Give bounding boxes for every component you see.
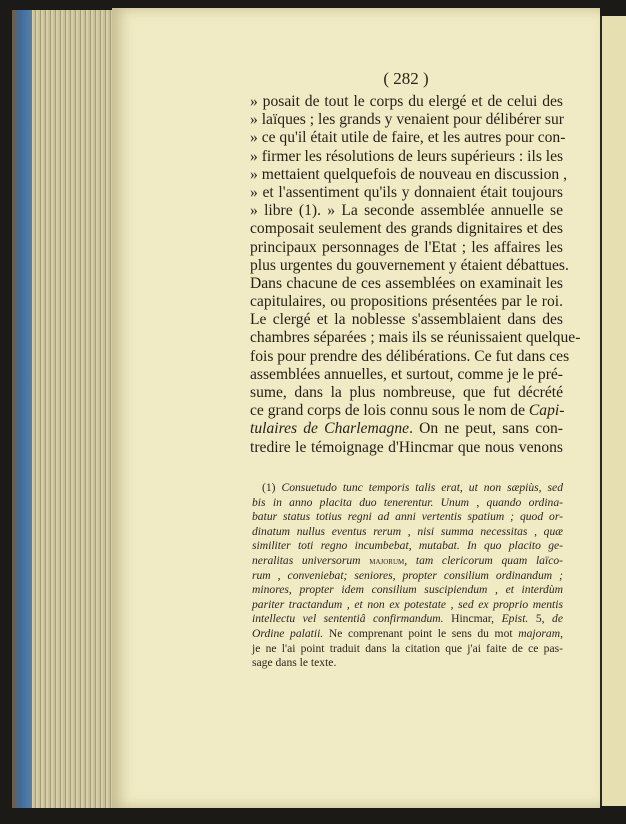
footnote-line <box>252 554 563 569</box>
footnote-line <box>252 481 563 496</box>
body-line: tredire le témoignage d'Hincmar que nous venons <box>250 438 563 456</box>
body-line: Dans chacune de ces assemblées on examinait les <box>250 274 563 292</box>
footnote-segment: pariter tractandum , et non ex potestate , sed ex proprio mentis <box>252 597 563 611</box>
footnote-line <box>252 612 563 627</box>
footnote-segment: majoram <box>518 626 561 640</box>
body-text <box>250 93 581 457</box>
footnote-segment: , <box>560 626 563 640</box>
book-cover-edge <box>12 10 32 808</box>
footnote-segment: , tam clericorum quam laïco- <box>404 553 563 567</box>
body-line: » et l'assentiment qu'ils y donnaient était toujours <box>250 183 563 201</box>
body-line: » firmer les résolutions de leurs supérieurs : ils les <box>250 147 564 165</box>
footnote-line <box>252 583 563 598</box>
page-number: ( 282 ) <box>383 69 429 88</box>
body-line: » libre (1). » La seconde assemblée annuelle se <box>250 202 563 220</box>
footnote-segment: Consuetudo tunc temporis talis erat, ut non sæpiùs, sed <box>281 481 563 494</box>
body-line: » posait de tout le corps du elergé et de celui des <box>250 93 563 110</box>
footnote-segment: bis in anno placita duo tenerentur. Unum , quando ordina- <box>252 495 563 509</box>
footnote-line <box>252 539 563 554</box>
body-line: fois pour prendre des délibérations. Ce fut dans ces <box>250 347 570 365</box>
body-line: plus urgentes du gouvernement y étaient débattues. <box>250 256 569 274</box>
footnote-line <box>252 569 563 584</box>
footnote-segment: Epist. <box>501 612 529 626</box>
footnote-segment: batur status totius regni ad anni vertentis spatium ; quod or- <box>252 510 563 524</box>
footnote-line <box>252 510 563 525</box>
footnote-segment: minores, propter idem consilium suscipiendum , et interdùm <box>252 583 563 597</box>
footnote <box>252 481 563 671</box>
footnote-segment: je ne l'ai point traduit dans la citation que j'ai faite de ce pas- <box>252 641 563 655</box>
footnote-line <box>252 627 563 642</box>
body-line: capitulaires, ou propositions présentées par le roi. <box>250 293 563 311</box>
body-line: composait seulement des grands dignitaires et des <box>250 220 563 238</box>
footnote-line <box>252 656 563 671</box>
body-line: » laïques ; les grands y venaient pour délibérer sur <box>250 111 564 129</box>
footnote-segment: de <box>552 612 563 626</box>
footnote-line <box>252 598 563 613</box>
footnote-segment: similiter toti regno incumbebat, mutabat. In quo placito ge- <box>252 539 563 553</box>
footnote-line <box>252 642 563 657</box>
footnote-segment: dinatum nullus eventus rerum , nisi summa necessitas , quæ <box>252 524 563 538</box>
footnote-line <box>252 496 563 511</box>
body-line: tulaires de Charlemagne. On ne peut, sans con- <box>250 420 563 438</box>
body-line: Le clergé et la noblesse s'assemblaient dans des <box>250 311 563 329</box>
footnote-segment: majorum <box>369 555 405 567</box>
footnote-segment: sage dans le texte. <box>252 656 337 670</box>
footnote-segment: intellectu vel sententiâ confirmandum. <box>252 612 444 626</box>
footnote-segment: (1) <box>262 481 282 494</box>
body-line: ce grand corps de lois connu sous le nom de Capi- <box>250 402 565 420</box>
body-line: principaux personnages de l'Etat ; les affaires les <box>250 238 563 256</box>
facing-page-edge <box>600 16 626 806</box>
body-line: » ce qu'il était utile de faire, et les autres pour con- <box>250 129 566 147</box>
body-line: assemblées annuelles, et surtout, comme je le pré- <box>250 365 563 383</box>
body-line: sume, dans la plus nombreuse, que fut décrété <box>250 384 563 401</box>
footnote-segment: Ne comprenant point le sens du mot <box>323 626 519 640</box>
body-line: » mettaient quelquefois de nouveau en discussion , <box>250 165 567 183</box>
body-line: chambres séparées ; mais ils se réunissaient quelque- <box>250 329 581 347</box>
footnote-segment: Hincmar, <box>443 612 502 626</box>
footnote-line <box>252 525 563 540</box>
footnote-segment: 5, <box>528 612 553 626</box>
footnote-segment: Ordine palatii. <box>252 626 324 640</box>
footnote-segment: neralitas universorum <box>252 553 370 567</box>
footnote-segment: rum , conveniebat; seniores, propter consilium ordinandum ; <box>252 568 563 582</box>
